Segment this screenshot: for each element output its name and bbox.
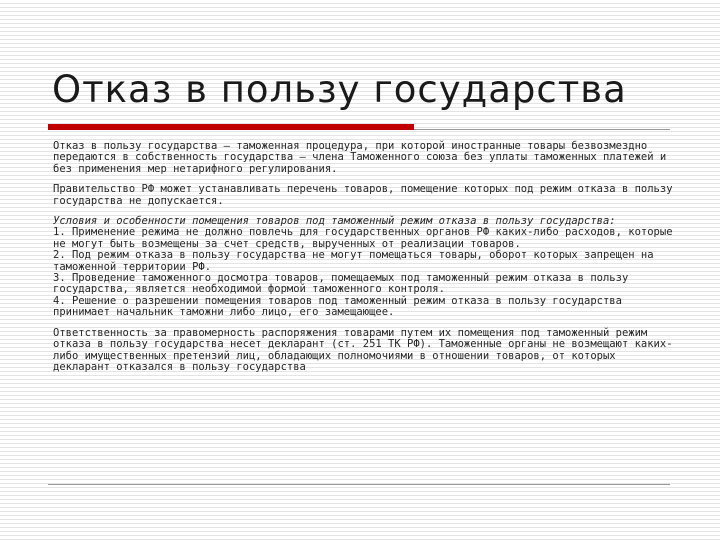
slide-body bbox=[53, 141, 673, 382]
responsibility-paragraph: Ответственность за правомерность распоряжения товарами путем их помещения под таможенный режим отказа в пользу государства несет декларант (ст. 251 ТК РФ). Таможенные органы не возмещают каких-либо имущественных претензий лиц, обладающих полномочиями в отношении товаров, от которых декларант отказался в пользу государства bbox=[53, 326, 673, 373]
title-accent-bar bbox=[48, 124, 414, 130]
slide-title: Отказ в пользу государства bbox=[52, 68, 627, 111]
government-list-paragraph: Правительство РФ может устанавливать перечень товаров, помещение которых под режим отказа в пользу государства не допускается. bbox=[53, 183, 673, 207]
conditions-heading: Условия и особенности помещения товаров под таможенный режим отказа в пользу государства: bbox=[53, 215, 616, 228]
condition-item-4: 4. Решение о разрешении помещения товаров под таможенный режим отказа в пользу государства принимает начальник таможни либо лицо, его замещающее. bbox=[53, 294, 622, 319]
footer-rule bbox=[48, 484, 670, 485]
definition-paragraph: Отказ в пользу государства – таможенная процедура, при которой иностранные товары безвозмездно передаются в собственность государства – члена Таможенного союза без уплаты таможенных платежей и без применения мер нетарифного регулирования. bbox=[53, 140, 667, 175]
conditions-block bbox=[53, 216, 673, 319]
condition-item-2: 2. Под режим отказа в пользу государства не могут помещаться товары, оборот которых запрещен на таможенной территории РФ. bbox=[53, 249, 654, 273]
condition-item-1: 1. Применение режима не должно повлечь для государственных органов РФ каких-либо расходов, которые не могут быть возмещены за счет средств, вырученных от реализации товаров. bbox=[53, 226, 673, 250]
condition-item-3: 3. Проведение таможенного досмотра товаров, помещаемых под таможенный режим отказа в пользу государства, является необходимой формой таможенного контроля. bbox=[53, 272, 629, 296]
